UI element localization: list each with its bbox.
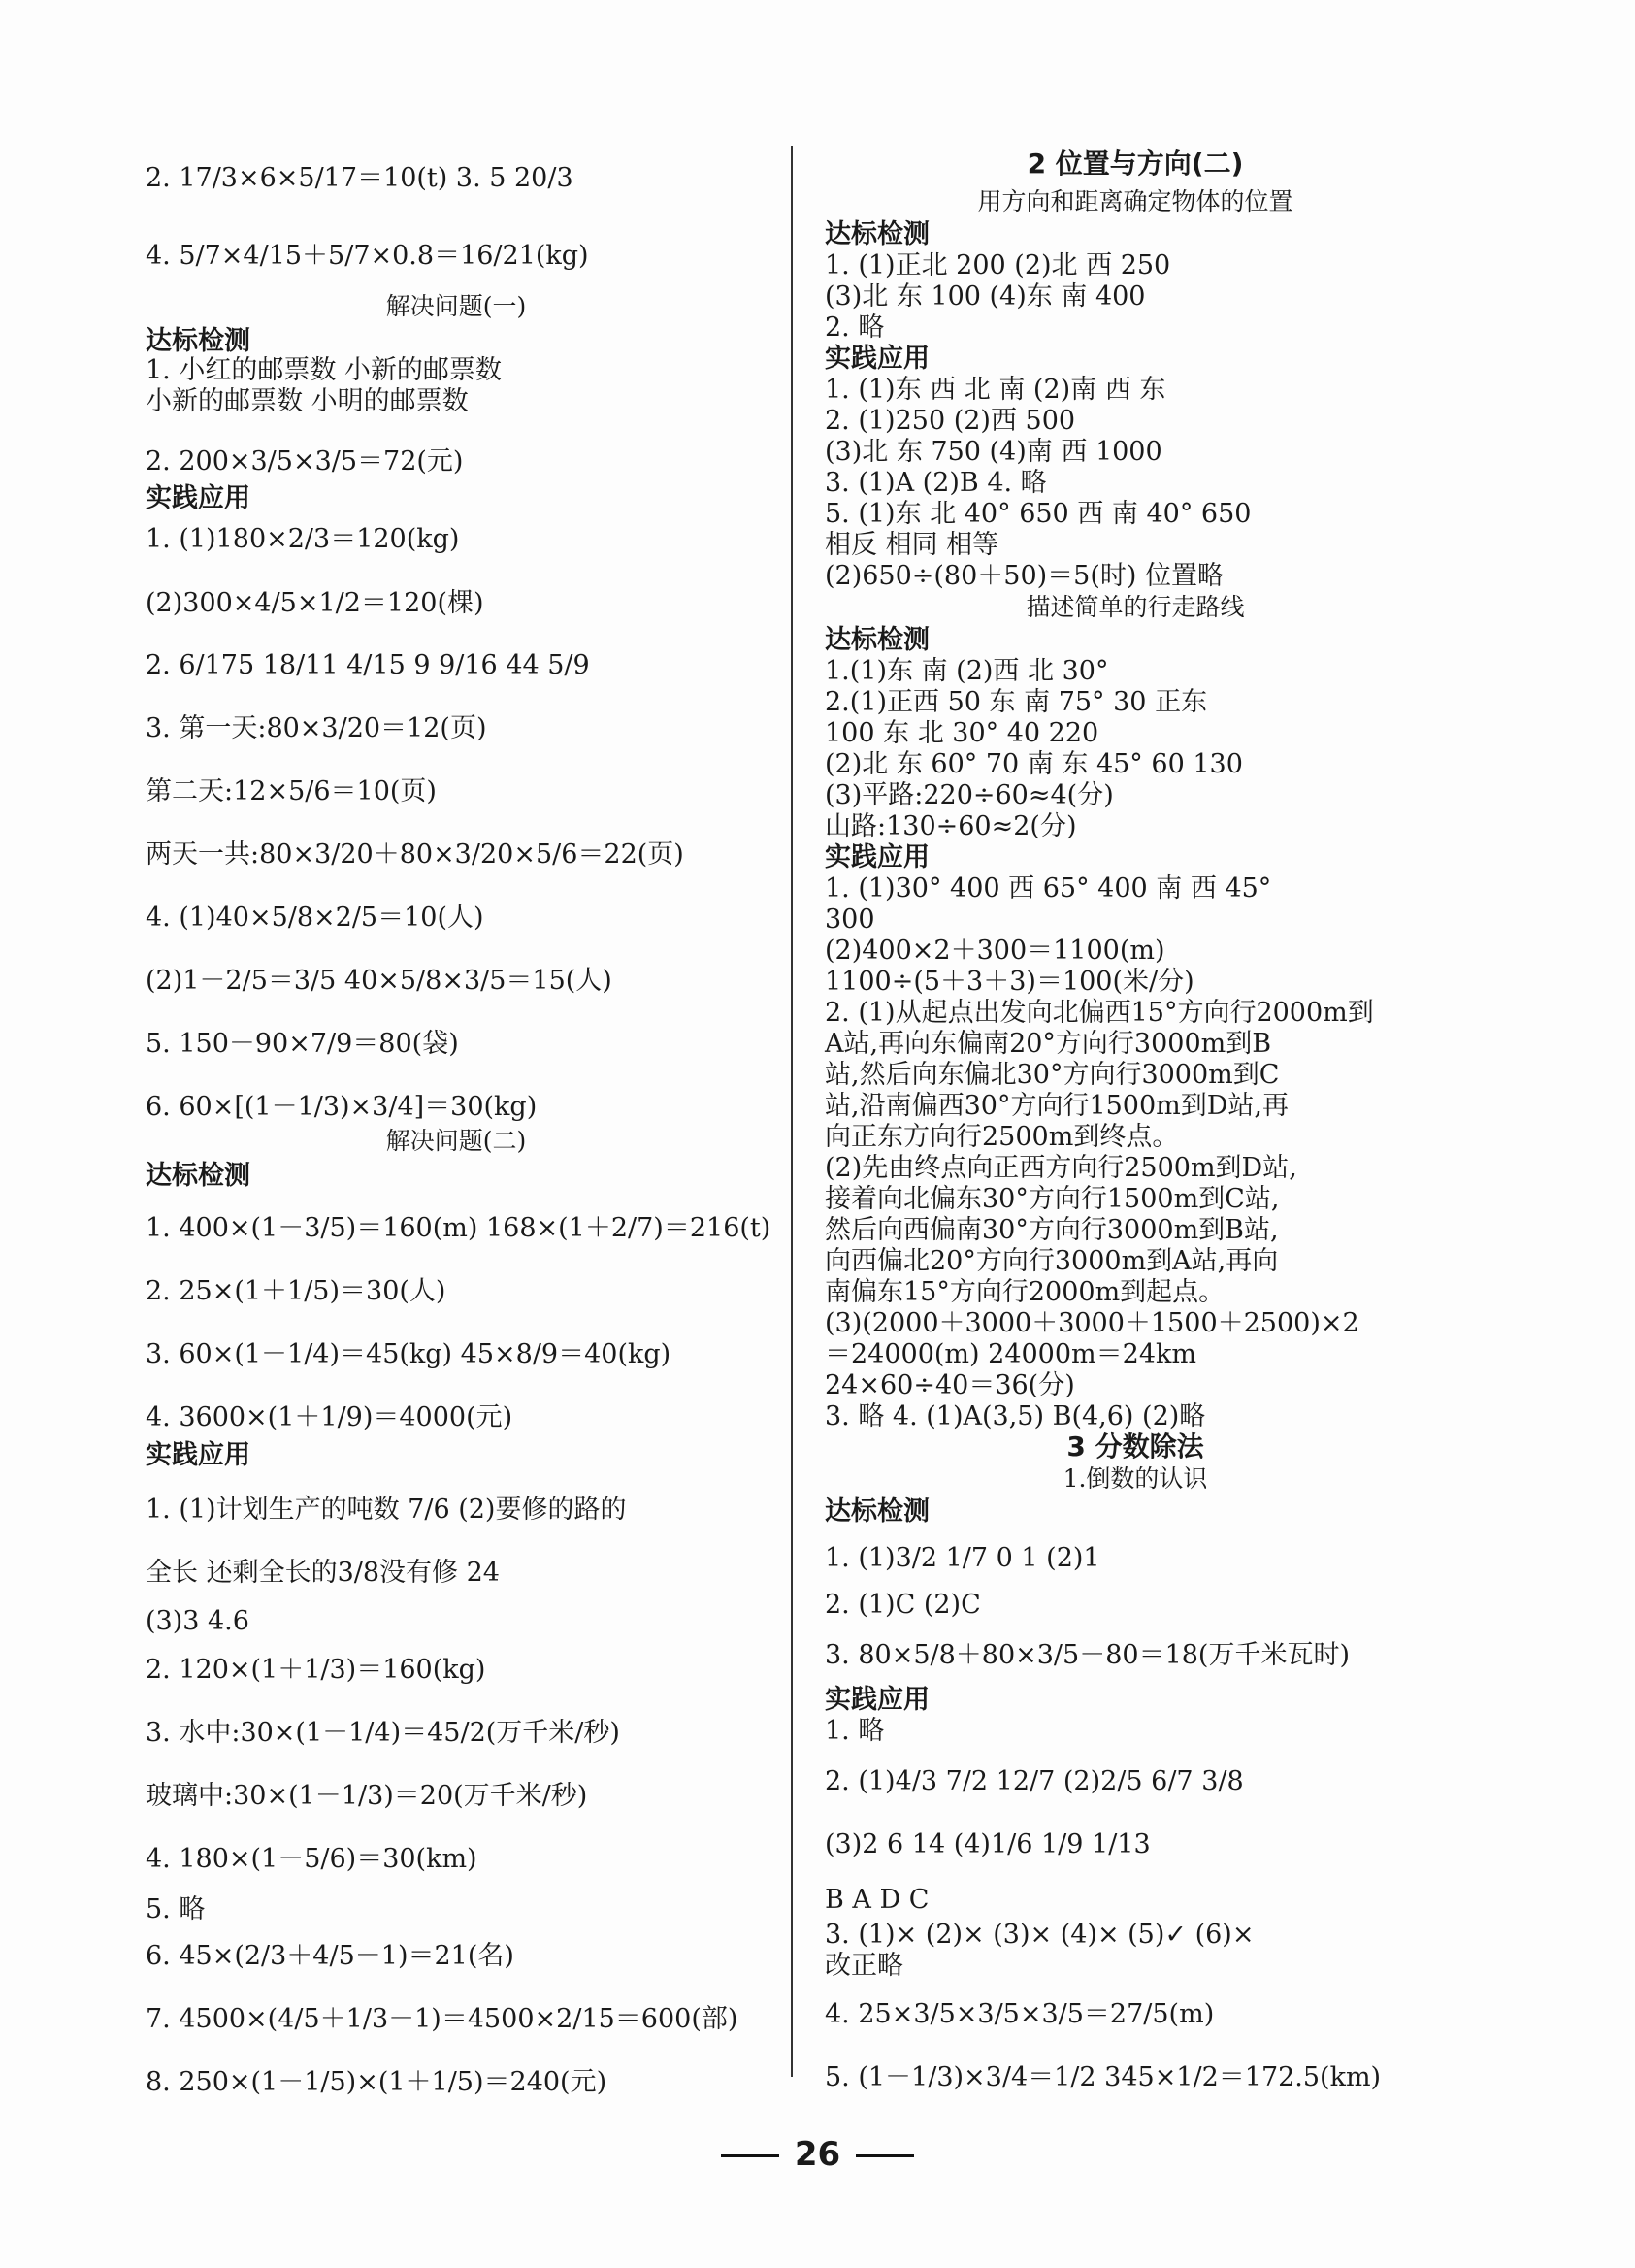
answer-line: B A D C (825, 1885, 930, 1915)
answer-line: 2. 200×3/5×3/5＝72(元) (146, 446, 464, 477)
answer-line: 3. (1)× (2)× (3)× (4)× (5)✓ (6)× (825, 1920, 1255, 1950)
section-heading: 实践应用 (825, 842, 930, 872)
answer-line: 1. 略 (825, 1716, 885, 1746)
chapter-title: 3 分数除法 (1066, 1430, 1204, 1463)
answer-line: 山路:130÷60≈2(分) (825, 811, 1077, 841)
answer-line: 3. 略 4. (1)A(3,5) B(4,6) (2)略 (825, 1401, 1206, 1431)
answer-line: 1. (1)180×2/3＝120(kg) (146, 524, 460, 554)
answer-line: 向西偏北20°方向行3000m到A站,再向 (825, 1246, 1279, 1276)
answer-line: 1. (1)3/2 1/7 0 1 (2)1 (825, 1543, 1100, 1573)
answer-line: 接着向北偏东30°方向行1500m到C站, (825, 1184, 1280, 1214)
answer-line: 2. 120×(1＋1/3)＝160(kg) (146, 1655, 486, 1685)
section-heading: 实践应用 (825, 344, 930, 374)
answer-line: 向正东方向行2500m到终点。 (825, 1122, 1179, 1152)
section-heading: 实践应用 (146, 1440, 250, 1470)
answer-line: 6. 60×[(1－1/3)×3/4]＝30(kg) (146, 1092, 538, 1122)
answer-line: 1.(1)东 南 (2)西 北 30° (825, 656, 1109, 686)
answer-line: 5. (1－1/3)×3/4＝1/2 345×1/2＝172.5(km) (825, 2062, 1382, 2092)
subsection-title: 描述简单的行走路线 (1026, 593, 1245, 621)
section-heading: 实践应用 (825, 1685, 930, 1715)
answer-line: 1. (1)东 西 北 南 (2)南 西 东 (825, 375, 1166, 405)
answer-line: 4. 5/7×4/15＋5/7×0.8＝16/21(kg) (146, 241, 589, 271)
answer-line: 然后向西偏南30°方向行3000m到B站, (825, 1215, 1279, 1245)
footer-dash-right (856, 2154, 914, 2157)
answer-line: 2. 略 (825, 312, 885, 343)
answer-line: 1100÷(5＋3＋3)＝100(米/分) (825, 967, 1194, 997)
answer-line: 小新的邮票数 小明的邮票数 (146, 386, 469, 416)
answer-line: 2. (1)从起点出发向北偏西15°方向行2000m到 (825, 998, 1374, 1028)
answer-line: 第二天:12×5/6＝10(页) (146, 776, 437, 806)
section-heading: 达标检测 (825, 1496, 930, 1527)
answer-line: 4. 180×(1－5/6)＝30(km) (146, 1844, 477, 1874)
answer-line: 两天一共:80×3/20＋80×3/20×5/6＝22(页) (146, 839, 684, 870)
answer-line: (3)北 东 750 (4)南 西 1000 (825, 437, 1162, 467)
column-divider (791, 146, 793, 2077)
answer-line: 3. (1)A (2)B 4. 略 (825, 468, 1047, 498)
answer-line: 24×60÷40＝36(分) (825, 1370, 1075, 1400)
answer-line: 2.(1)正西 50 东 南 75° 30 正东 (825, 687, 1208, 717)
answer-line: 4. 25×3/5×3/5×3/5＝27/5(m) (825, 1999, 1215, 2029)
answer-line: 300 (825, 904, 875, 935)
footer-dash-left (721, 2154, 779, 2157)
answer-line: 7. 4500×(4/5＋1/3－1)＝4500×2/15＝600(部) (146, 2004, 738, 2034)
chapter-title: 2 位置与方向(二) (1027, 148, 1244, 180)
answer-line: 改正略 (825, 1951, 903, 1981)
subsection-title: 用方向和距离确定物体的位置 (977, 187, 1293, 215)
answer-line: 2. (1)250 (2)西 500 (825, 406, 1076, 436)
answer-line: 相反 相同 相等 (825, 530, 999, 560)
answer-line: 3. 第一天:80×3/20＝12(页) (146, 713, 487, 743)
answer-line: A站,再向东偏南20°方向行3000m到B (825, 1029, 1272, 1059)
answer-line: 1. 400×(1－3/5)＝160(m) 168×(1＋2/7)＝216(t) (146, 1213, 771, 1243)
answer-line: (2)先由终点向正西方向行2500m到D站, (825, 1153, 1297, 1183)
page-number: 26 (794, 2135, 841, 2174)
answer-line: 1. 小红的邮票数 小新的邮票数 (146, 355, 502, 385)
subsection-title: 解决问题(二) (385, 1127, 527, 1155)
subsection-title: 解决问题(一) (385, 292, 527, 320)
answer-line: (2)1－2/5＝3/5 40×5/8×3/5＝15(人) (146, 966, 612, 996)
section-heading: 达标检测 (825, 625, 930, 655)
subsection-title: 1.倒数的认识 (1063, 1464, 1208, 1493)
answer-line: (2)北 东 60° 70 南 东 45° 60 130 (825, 749, 1243, 779)
page-footer (0, 2135, 1635, 2174)
answer-line: (3)(2000＋3000＋3000＋1500＋2500)×2 (825, 1308, 1359, 1338)
answer-line: 3. 80×5/8＋80×3/5－80＝18(万千米瓦时) (825, 1640, 1350, 1670)
answer-line: 站,沿南偏西30°方向行1500m到D站,再 (825, 1091, 1289, 1121)
answer-line: ＝24000(m) 24000m＝24km (825, 1339, 1196, 1369)
answer-line: 5. (1)东 北 40° 650 西 南 40° 650 (825, 499, 1252, 529)
answer-line: (3)平路:220÷60≈4(分) (825, 780, 1114, 810)
answer-line: 站,然后向东偏北30°方向行3000m到C (825, 1060, 1280, 1090)
answer-line: 3. 60×(1－1/4)＝45(kg) 45×8/9＝40(kg) (146, 1339, 671, 1369)
answer-line: 玻璃中:30×(1－1/3)＝20(万千米/秒) (146, 1781, 588, 1811)
answer-line: 4. 3600×(1＋1/9)＝4000(元) (146, 1402, 513, 1432)
section-heading: 实践应用 (146, 483, 250, 513)
answer-line: 8. 250×(1－1/5)×(1＋1/5)＝240(元) (146, 2067, 607, 2097)
answer-line: 4. (1)40×5/8×2/5＝10(人) (146, 903, 484, 933)
answer-line: 2. 25×(1＋1/5)＝30(人) (146, 1276, 446, 1306)
answer-line: 1. (1)计划生产的吨数 7/6 (2)要修的路的 (146, 1495, 627, 1525)
section-heading: 达标检测 (146, 326, 250, 356)
answer-line: 全长 还剩全长的3/8没有修 24 (146, 1558, 500, 1588)
section-heading: 达标检测 (825, 219, 930, 249)
answer-line: 1. (1)30° 400 西 65° 400 南 西 45° (825, 873, 1272, 904)
answer-line: 2. (1)C (2)C (825, 1590, 981, 1620)
answer-line: 2. 6/175 18/11 4/15 9 9/16 44 5/9 (146, 650, 590, 680)
answer-line: 南偏东15°方向行2000m到起点。 (825, 1277, 1226, 1307)
answer-line: (3)北 东 100 (4)东 南 400 (825, 281, 1146, 312)
answer-line: (2)300×4/5×1/2＝120(棵) (146, 588, 484, 618)
answer-line: 2. (1)4/3 7/2 12/7 (2)2/5 6/7 3/8 (825, 1766, 1244, 1796)
answer-line: 1. (1)正北 200 (2)北 西 250 (825, 250, 1171, 280)
answer-line: (3)3 4.6 (146, 1606, 249, 1636)
answer-line: 5. 略 (146, 1894, 206, 1924)
answer-line: 6. 45×(2/3＋4/5－1)＝21(名) (146, 1941, 514, 1971)
answer-line: 100 东 北 30° 40 220 (825, 718, 1099, 748)
answer-line: 3. 水中:30×(1－1/4)＝45/2(万千米/秒) (146, 1718, 620, 1748)
answer-line: 5. 150－90×7/9＝80(袋) (146, 1029, 459, 1059)
answer-line: (3)2 6 14 (4)1/6 1/9 1/13 (825, 1829, 1151, 1859)
answer-line: 2. 17/3×6×5/17＝10(t) 3. 5 20/3 (146, 163, 573, 193)
answer-line: (2)400×2＋300＝1100(m) (825, 936, 1165, 966)
answer-line: (2)650÷(80＋50)＝5(时) 位置略 (825, 561, 1225, 591)
section-heading: 达标检测 (146, 1161, 250, 1191)
